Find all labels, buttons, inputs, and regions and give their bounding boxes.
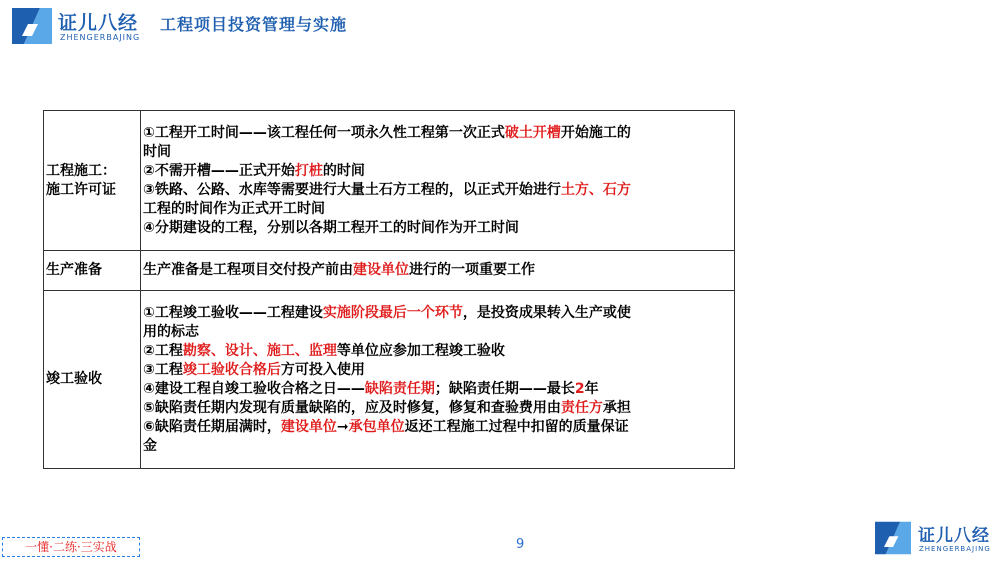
text-segment: 的时间 [322, 162, 365, 179]
text-segment: ⑤缺陷责任期内发现有质量缺陷的，应及时修复，修复和查验费用由 [143, 399, 561, 416]
logo-z-icon [873, 520, 913, 556]
text-segment: 生产准备是工程项目交付投产前由 [143, 262, 353, 278]
content-line [143, 399, 732, 418]
text-segment: 等单位应参加工程竣工验收 [336, 342, 505, 359]
text-segment: ①工程开工时间——该工程任何一项永久性工程第一次正式 [143, 124, 505, 141]
row-content [141, 251, 735, 291]
content-line [143, 181, 732, 200]
brand-name: 证儿八经 [58, 12, 139, 34]
page-title: 工程项目投资管理与实施 [160, 15, 348, 34]
footer-brand-subtitle: ZHENGERBAJING [919, 545, 991, 553]
slogan-box: 一懂·二练·三实战 [2, 537, 140, 557]
row-label [44, 251, 141, 291]
content-line [143, 124, 732, 143]
highlight-text: 勘察、设计、施工、监理 [182, 342, 337, 359]
text-segment: ④建设工程自竣工验收合格之日—— [143, 380, 365, 397]
content-line [143, 380, 732, 399]
content-line [143, 437, 732, 456]
content-line [143, 219, 732, 238]
highlight-text: 2 [574, 380, 585, 397]
highlight-text: 承包单位 [348, 418, 405, 435]
text-segment: 返还工程施工过程中扣留的质量保证 [404, 418, 629, 435]
highlight-text: 竣工验收合格后 [182, 361, 281, 378]
page-number: 9 [516, 537, 525, 552]
content-line [143, 342, 732, 361]
row-content [141, 291, 735, 469]
row-label [44, 291, 141, 469]
highlight-text: 打桩 [294, 162, 323, 179]
text-segment: 时间 [143, 143, 171, 160]
row-label-line: 施工许可证 [46, 181, 116, 198]
header [0, 0, 1000, 48]
content-line [143, 200, 732, 219]
content-line [143, 304, 732, 323]
row-label-line: 竣工验收 [46, 371, 102, 387]
highlight-text: 建设单位 [280, 418, 337, 435]
highlight-text: 破土开槽 [504, 124, 561, 141]
highlight-text: 责任方 [560, 399, 603, 416]
logo-z-icon [10, 6, 54, 46]
text-segment: ①工程竣工验收——工程建设 [143, 304, 323, 321]
text-segment: 承担 [602, 399, 631, 416]
text-segment: ②工程 [143, 342, 183, 359]
text-segment: ④分期建设的工程，分别以各期工程开工的时间作为开工时间 [143, 219, 519, 236]
text-segment: 年 [584, 380, 599, 397]
text-segment: ；缺陷责任期——最长 [434, 380, 575, 397]
row-label [44, 111, 141, 251]
row-label-line: 生产准备 [46, 262, 102, 278]
text-segment: ，是投资成果转入生产或使 [462, 304, 631, 321]
content-line [143, 143, 732, 162]
highlight-text: 建设单位 [353, 262, 409, 278]
footer-logo [873, 520, 993, 556]
table-row [44, 111, 735, 251]
text-segment: 工程的时间作为正式开工时间 [143, 200, 325, 217]
text-segment: 用的标志 [143, 323, 199, 340]
row-label-line: 工程施工： [46, 162, 116, 179]
text-segment: 进行的一项重要工作 [409, 262, 535, 278]
text-segment: ➞ [336, 418, 349, 435]
content-table [43, 110, 735, 469]
brand-subtitle: ZHENGERBAJING [60, 33, 141, 42]
highlight-text: 缺陷责任期 [364, 380, 435, 397]
text-segment: 开始施工的 [560, 124, 631, 141]
text-segment: ②不需开槽——正式开始 [143, 162, 295, 179]
highlight-text: 土方、石方 [560, 181, 631, 198]
highlight-text: 实施阶段最后一个环节 [322, 304, 463, 321]
brand-logo [10, 6, 170, 46]
content-line [143, 361, 732, 380]
text-segment: ③铁路、公路、水库等需要进行大量土石方工程的，以正式开始进行 [143, 181, 561, 198]
text-segment: 方可投入使用 [280, 361, 365, 378]
text-segment: ③工程 [143, 361, 183, 378]
content-line [143, 418, 732, 437]
content-line [143, 261, 732, 280]
table-row [44, 251, 735, 291]
content-line [143, 162, 732, 181]
footer-brand-name: 证儿八经 [918, 526, 990, 546]
row-content [141, 111, 735, 251]
text-segment: ⑥缺陷责任期届满时， [143, 418, 281, 435]
content-line [143, 323, 732, 342]
text-segment: 金 [143, 437, 157, 454]
table-row [44, 291, 735, 469]
